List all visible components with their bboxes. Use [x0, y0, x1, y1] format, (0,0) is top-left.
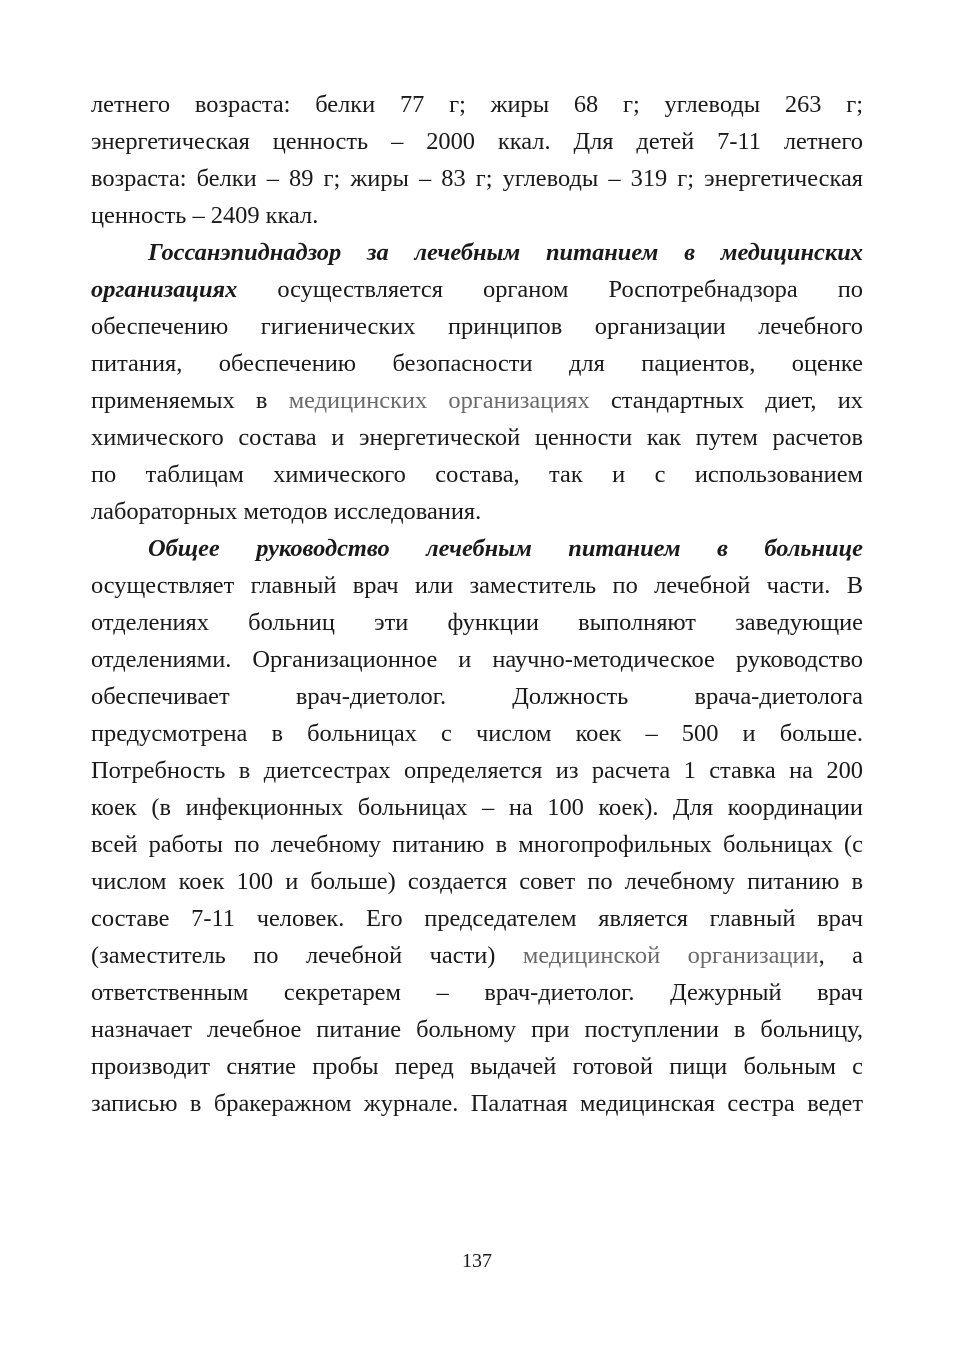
text-line [91, 419, 863, 456]
text-line [91, 937, 863, 974]
text-segment: возраста: белки – 89 г; жиры – 83 г; углеводы – 319 г; энергетическая [91, 165, 863, 192]
highlighted-phrase: медицинской организации [522, 942, 819, 969]
text-line [91, 863, 863, 900]
text-line [91, 197, 863, 234]
text-line [91, 826, 863, 863]
text-line [91, 530, 863, 567]
text-segment: ценность – 2409 ккал. [91, 202, 319, 229]
text-segment: предусмотрена в больницах с числом коек – 500 и больше. [91, 720, 863, 747]
text-line [91, 715, 863, 752]
text-segment: осуществляется органом Роспотребнадзора по [237, 276, 863, 303]
emphasized-term: организациях [91, 276, 238, 303]
text-segment: (заместитель по лечебной части) [91, 942, 523, 969]
text-segment: отделениями. Организационное и научно-методическое руководство [91, 646, 863, 673]
text-segment: летнего возраста: белки 77 г; жиры 68 г; углеводы 263 г; [91, 91, 863, 118]
text-line [91, 345, 863, 382]
text-segment: энергетическая ценность – 2000 ккал. Для детей 7-11 летнего [91, 128, 863, 155]
text-segment: обеспечению гигиенических принципов организации лечебного [91, 313, 863, 340]
text-segment: числом коек 100 и больше) создается совет по лечебному питанию в [91, 868, 863, 895]
page-number: 137 [462, 1250, 492, 1272]
text-line [91, 974, 863, 1011]
text-line [91, 678, 863, 715]
text-segment: обеспечивает врач-диетолог. Должность врача-диетолога [91, 683, 863, 710]
text-segment: записью в бракеражном журнале. Палатная медицинская сестра ведет [91, 1090, 863, 1117]
text-line [91, 900, 863, 937]
text-line [91, 308, 863, 345]
text-line [91, 160, 863, 197]
text-line [91, 493, 863, 530]
text-line [91, 1085, 863, 1122]
text-line [91, 752, 863, 789]
text-segment: питания, обеспечению безопасности для пациентов, оценке [91, 350, 863, 377]
text-segment: , а [818, 942, 863, 969]
text-line [91, 234, 863, 271]
text-segment: Потребность в диетсестрах определяется из расчета 1 ставка на 200 [91, 757, 863, 784]
text-line [91, 641, 863, 678]
text-line [91, 1048, 863, 1085]
text-segment: лабораторных методов исследования. [91, 498, 482, 525]
text-segment: отделениях больниц эти функции выполняют заведующие [91, 609, 863, 636]
highlighted-phrase: медицинских организациях [288, 387, 590, 414]
text-segment: осуществляет главный врач или заместитель по лечебной части. В [91, 572, 863, 599]
text-line [91, 123, 863, 160]
text-line [91, 382, 863, 419]
text-line [91, 456, 863, 493]
text-segment: всей работы по лечебному питанию в многопрофильных больницах (с [91, 831, 863, 858]
text-segment: производит снятие пробы перед выдачей готовой пищи больным с [91, 1053, 863, 1080]
text-segment: химического состава и энергетической ценности как путем расчетов [91, 424, 863, 451]
text-line [91, 1011, 863, 1048]
text-segment: ответственным секретарем – врач-диетолог. Дежурный врач [91, 979, 863, 1006]
emphasized-term: Общее руководство лечебным питанием в больнице [148, 535, 863, 562]
text-line [91, 271, 863, 308]
text-line [91, 789, 863, 826]
text-line [91, 567, 863, 604]
text-segment: применяемых в [91, 387, 289, 414]
text-line [91, 604, 863, 641]
text-segment: коек (в инфекционных больницах – на 100 коек). Для координации [91, 794, 863, 821]
text-segment: назначает лечебное питание больному при поступлении в больницу, [91, 1016, 863, 1043]
body-text [91, 86, 863, 1122]
text-segment: составе 7-11 человек. Его председателем является главный врач [91, 905, 863, 932]
emphasized-term: Госсанэпиднадзор за лечебным питанием в медицинских [148, 239, 863, 266]
text-line [91, 86, 863, 123]
text-segment: стандартных диет, их [589, 387, 863, 414]
text-segment: по таблицам химического состава, так и с использованием [91, 461, 863, 488]
